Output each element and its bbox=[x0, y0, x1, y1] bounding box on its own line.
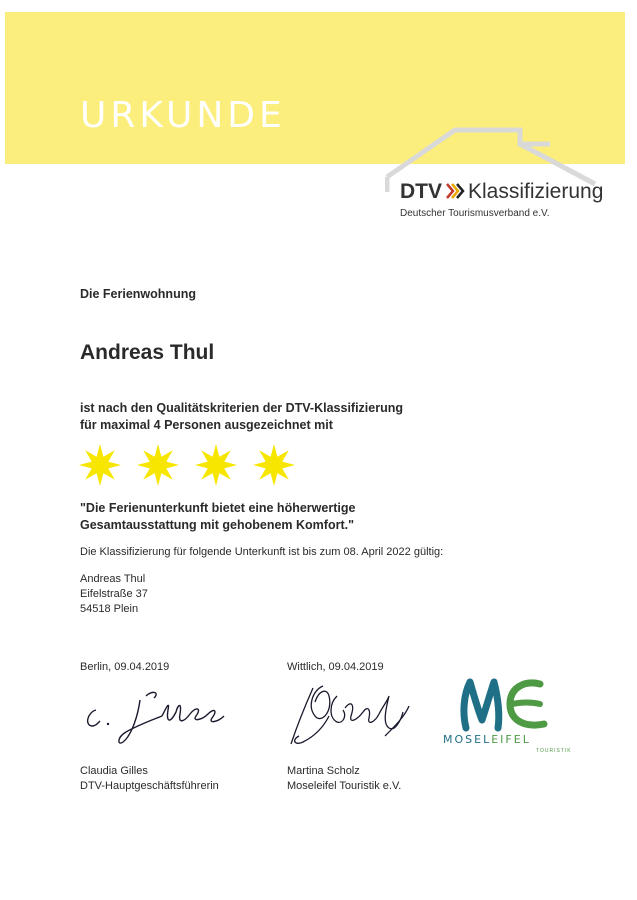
moseleifel-logo-sub: TOURISTIK bbox=[536, 748, 572, 754]
address-block bbox=[80, 572, 148, 617]
signer-right-name: Martina Scholz bbox=[287, 765, 360, 777]
rating-star-icon bbox=[79, 444, 121, 486]
rating-star-icon bbox=[137, 444, 179, 486]
signature-right-handwriting bbox=[285, 676, 415, 756]
signer-left-role: DTV-Hauptgeschäftsführerin bbox=[80, 780, 219, 792]
signature-left-handwriting bbox=[78, 680, 248, 750]
moseleifel-logo-eifel: EIFEL bbox=[491, 733, 531, 746]
star-rating bbox=[78, 442, 318, 488]
rating-star-icon bbox=[195, 444, 237, 486]
certificate-title: URKUNDE bbox=[80, 95, 286, 136]
moseleifel-logo-word bbox=[443, 733, 531, 746]
quote-text bbox=[80, 500, 355, 534]
dtv-logo-subtitle: Deutscher Tourismusverband e.V. bbox=[400, 208, 550, 219]
certificate-lead: Die Ferienwohnung bbox=[80, 287, 196, 301]
criteria-line-1: ist nach den Qualitätskriterien der DTV-Klassifizierung bbox=[80, 401, 403, 415]
rating-star-icon bbox=[253, 444, 295, 486]
holder-name: Andreas Thul bbox=[80, 341, 215, 364]
criteria-line-2: für maximal 4 Personen ausgezeichnet mit bbox=[80, 418, 333, 432]
signature-left-place-date: Berlin, 09.04.2019 bbox=[80, 661, 170, 673]
validity-text: Die Klassifizierung für folgende Unterkunft ist bis zum 08. April 2022 gültig: bbox=[80, 546, 444, 558]
quote-line-2: Gesamtausstattung mit gehobenem Komfort." bbox=[80, 518, 355, 532]
quote-line-1: "Die Ferienunterkunft bietet eine höherwertige bbox=[80, 501, 356, 515]
moseleifel-logo-mosel: MOSEL bbox=[443, 733, 492, 746]
dtv-chevrons-icon bbox=[445, 182, 465, 200]
address-name: Andreas Thul bbox=[80, 573, 146, 585]
dtv-logo bbox=[400, 180, 603, 204]
address-city: 54518 Plein bbox=[80, 603, 139, 615]
house-roof-icon bbox=[385, 122, 625, 222]
dtv-logo-long: Klassifizierung bbox=[468, 180, 604, 203]
signer-left-name: Claudia Gilles bbox=[80, 765, 148, 777]
criteria-text bbox=[80, 400, 403, 434]
address-street: Eifelstraße 37 bbox=[80, 588, 148, 600]
signature-right-place-date: Wittlich, 09.04.2019 bbox=[287, 661, 384, 673]
signer-right bbox=[287, 764, 401, 794]
signer-left bbox=[80, 764, 219, 794]
signer-right-role: Moseleifel Touristik e.V. bbox=[287, 780, 402, 792]
dtv-logo-short: DTV bbox=[400, 180, 442, 203]
